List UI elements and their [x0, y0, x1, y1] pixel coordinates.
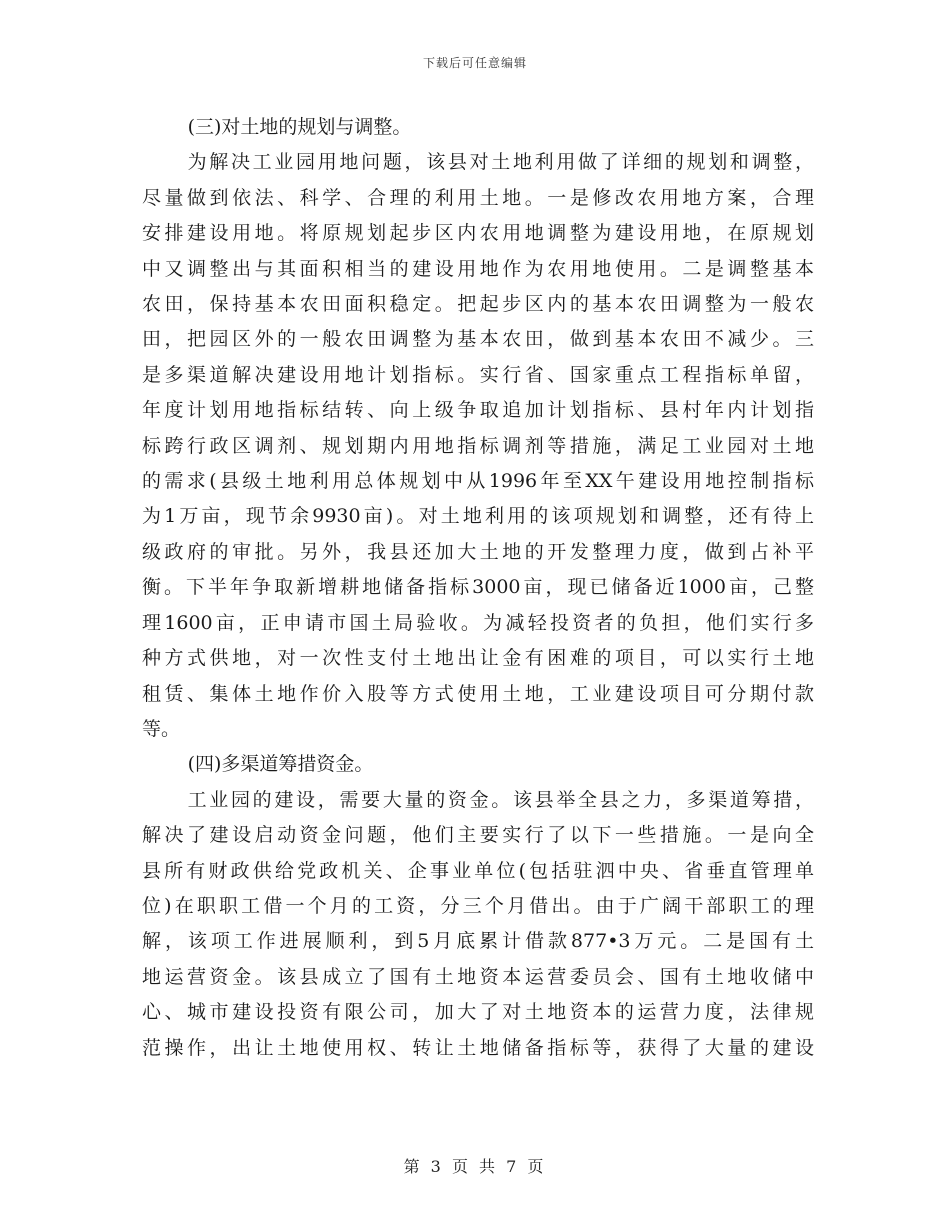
paragraph-line: 级政府的审批。另外，我县还加大土地的开发整理力度，做到占补平 — [142, 540, 814, 563]
paragraph-line: 中又调整出与其面积相当的建设用地作为农用地使用。二是调整基本 — [142, 257, 814, 280]
paragraph-line: 租赁、集体土地作价入股等方式使用土地，工业建设项目可分期付款 — [142, 682, 814, 705]
section-3-paragraph — [142, 145, 814, 747]
paragraph-line: 位)在职职工借一个月的工资，分三个月借出。由于广阔干部职工的理 — [142, 894, 814, 917]
paragraph-line: 标跨行政区调剂、规划期内用地指标调剂等措施，满足工业园对土地 — [142, 434, 814, 457]
paragraph-line: 年度计划用地指标结转、向上级争取追加计划指标、县村年内计划指 — [142, 399, 814, 422]
document-body — [142, 110, 814, 1066]
paragraph-line: 工业园的建设，需要大量的资金。该县举全县之力，多渠道筹措， — [187, 788, 814, 811]
paragraph-line: 尽量做到依法、科学、合理的利用土地。一是修改农用地方案，合理 — [142, 186, 814, 209]
paragraph-line: 农田，保持基本农田面积稳定。把起步区内的基本农田调整为一般农 — [142, 293, 814, 316]
paragraph-line: 县所有财政供给党政机关、企事业单位(包括驻泗中央、省垂直管理单 — [142, 859, 814, 882]
paragraph-line: 为1万亩，现节余9930亩)。对土地利用的该项规划和调整，还有待上 — [142, 505, 814, 528]
paragraph-line: 心、城市建设投资有限公司，加大了对土地资本的运营力度，法律规 — [142, 1001, 814, 1024]
paragraph-line: 田，把园区外的一般农田调整为基本农田，做到基本农田不减少。三 — [142, 328, 814, 351]
paragraph-line: 解，该项工作进展顺利，到5月底累计借款877•3万元。二是国有土 — [142, 930, 814, 953]
paragraph-line: 理1600亩，正申请市国土局验收。为减轻投资者的负担，他们实行多 — [142, 611, 814, 634]
paragraph-line: 范操作，出让土地使用权、转让土地储备指标等，获得了大量的建设 — [142, 1036, 814, 1059]
paragraph-line: 地运营资金。该县成立了国有土地资本运营委员会、国有土地收储中 — [142, 965, 814, 988]
paragraph-line: 种方式供地，对一次性支付土地出让金有困难的项目，可以实行土地 — [142, 647, 814, 670]
paragraph-line: 等。 — [142, 717, 181, 740]
paragraph-line: 的需求(县级土地利用总体规划中从1996年至XX午建设用地控制指标 — [142, 470, 814, 493]
section-4-paragraph — [142, 783, 814, 1066]
page-number-footer: 第 3 页 共 7 页 — [403, 1157, 547, 1176]
section-heading-4: (四)多渠道筹措资金。 — [187, 753, 374, 776]
paragraph-line: 为解决工业园用地问题，该县对土地利用做了详细的规划和调整， — [187, 151, 814, 174]
paragraph-line: 解决了建设启动资金问题，他们主要实行了以下一些措施。一是向全 — [142, 824, 814, 847]
paragraph-line: 是多渠道解决建设用地计划指标。实行省、国家重点工程指标单留， — [142, 363, 814, 386]
paragraph-line: 安排建设用地。将原规划起步区内农用地调整为建设用地，在原规划 — [142, 222, 814, 245]
section-heading-3: (三)对土地的规划与调整。 — [187, 116, 412, 138]
page-header-note: 下载后可任意编辑 — [422, 56, 527, 70]
paragraph-line: 衡。下半年争取新增耕地储备指标3000亩，现已储备近1000亩，己整 — [142, 576, 814, 599]
